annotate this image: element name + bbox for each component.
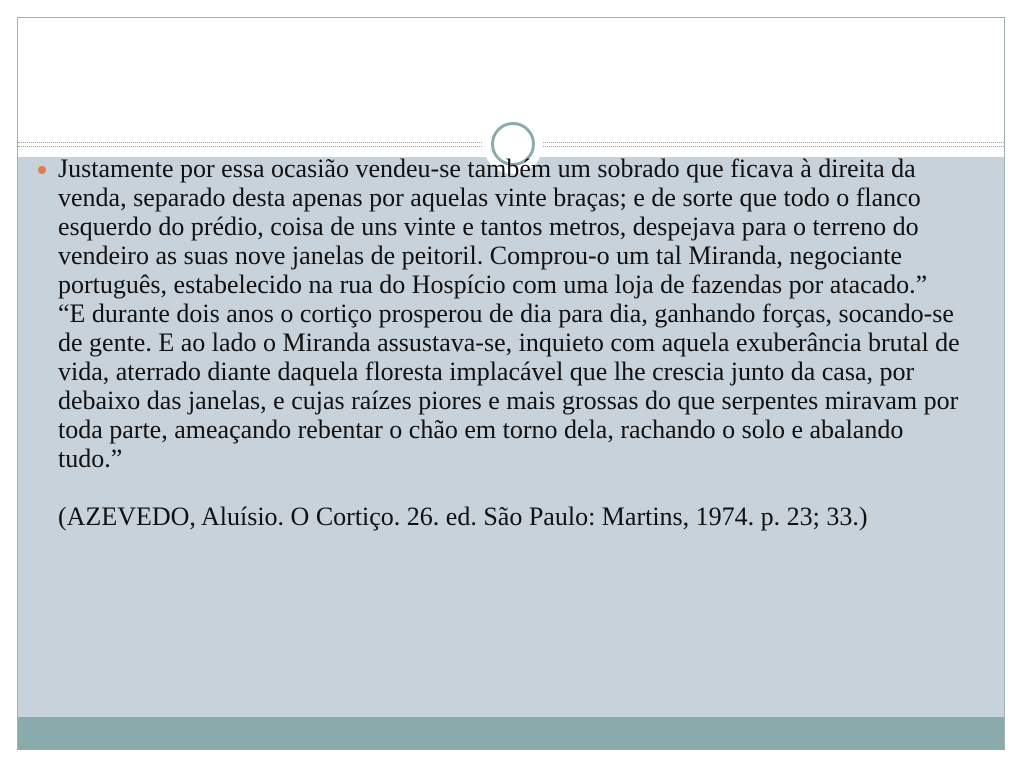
slide-footer-band <box>18 717 1004 750</box>
bullet-dot-icon <box>38 166 46 174</box>
citation: (AZEVEDO, Aluísio. O Cortiço. 26. ed. São Paulo: Martins, 1974. p. 23; 33.) <box>58 502 868 531</box>
quote-paragraph-1: Justamente por essa ocasião vendeu-se também um sobrado que ficava à direita da venda, separado desta apenas por aquelas vinte braças; e de sorte que todo o flanco esquerdo do prédio, coisa de uns vinte e tantos metros, despejava para o terreno do vendeiro as suas nove janelas de peitoril. Comprou-o um tal Miranda, negociante português, estabelecido na rua do Hospício com uma loja de fazendas por atacado.” <box>58 154 928 299</box>
paragraph-spacer <box>58 473 970 502</box>
quote-paragraph-2: “E durante dois anos o cortiço prosperou de dia para dia, ganhando forças, socando-se de gente. E ao lado o Miranda assustava-se, inquieto com aquela exuberância brutal de vida, aterrado diante daquela floresta implacável que lhe crescia junto da casa, por debaixo das janelas, e cujas raízes piores e mais grossas do que serpentes miravam por toda parte, ameaçando rebentar o chão em torno dela, rachando o solo e abalando tudo.” <box>58 299 960 473</box>
slide-body-text <box>58 154 970 531</box>
